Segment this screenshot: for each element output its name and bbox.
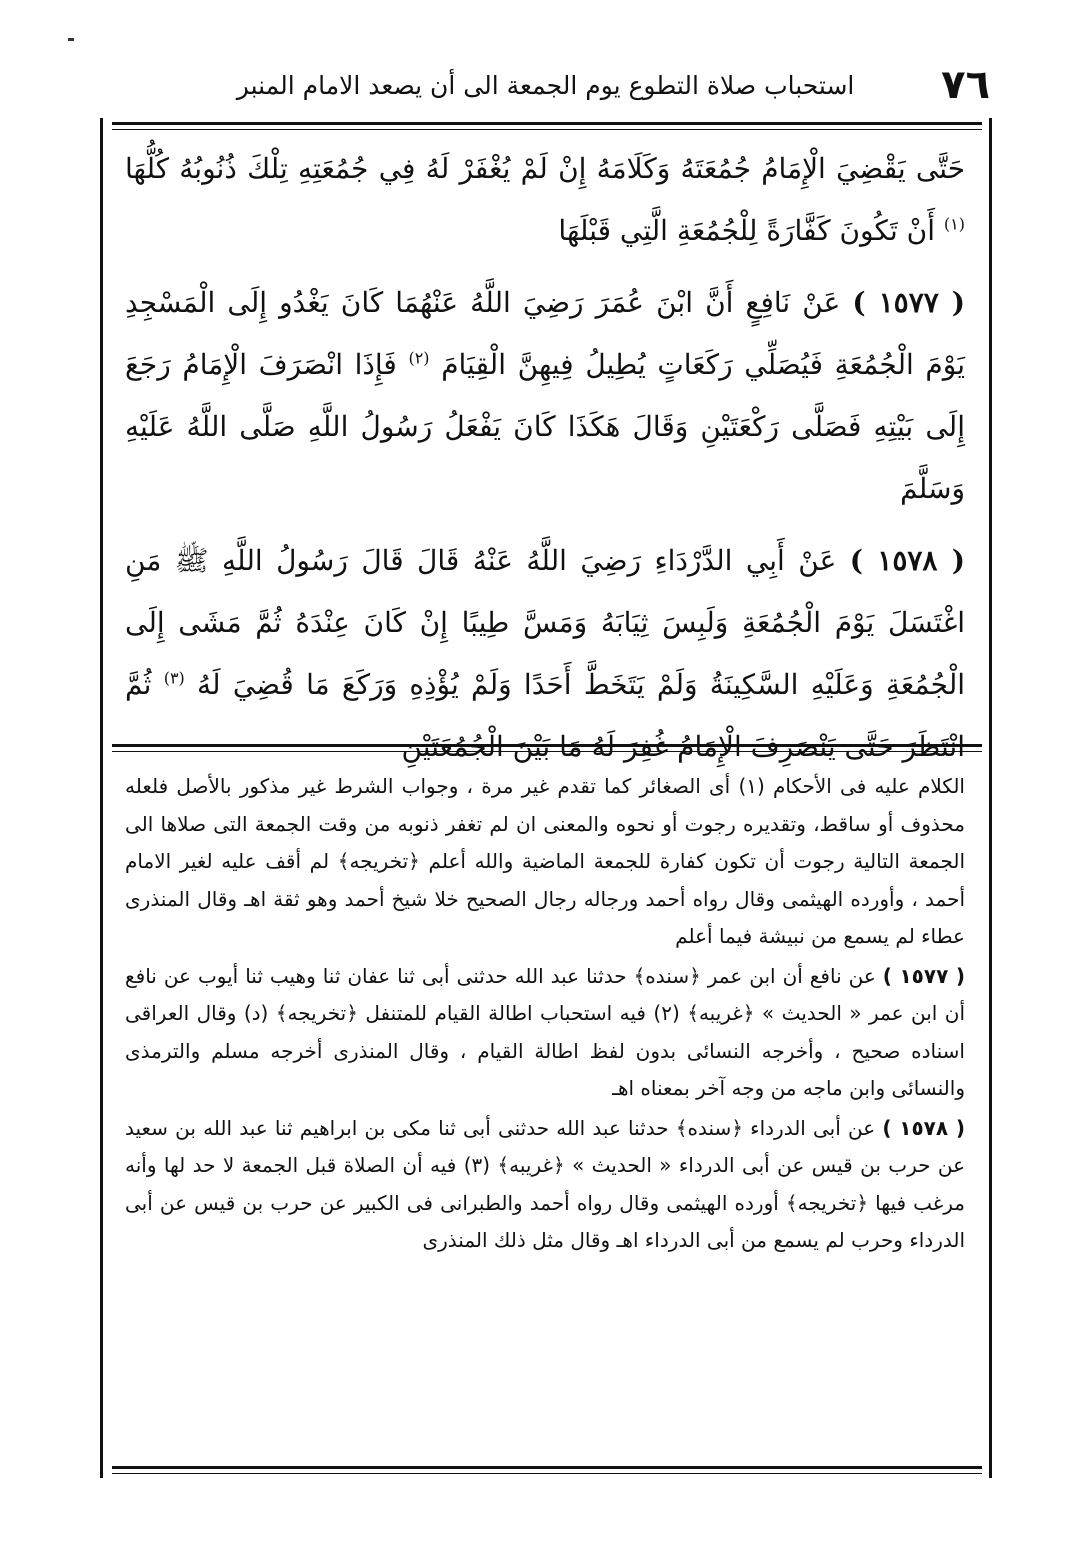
footnote-1 <box>125 768 965 956</box>
hadith-number: ( ١٥٧٨ ) <box>849 544 966 577</box>
footnote-1577 <box>125 958 965 1108</box>
main-paragraph-1 <box>125 138 965 262</box>
footnote-text: عن نافع أن ابن عمر ﴿سنده﴾ حدثنا عبد الله حدثنى أبى ثنا عفان ثنا وهيب ثنا أيوب عن نافع أن ابن عمر « الحديث » ﴿غريبه﴾ (٢) فيه استحباب اطالة القيام للمتنفل ﴿تخريجه﴾ (د) وقال العراقى اسناده صحيح ، وأخرجه النسائى بدون لفظ اطالة القيام ، وقال المنذرى أخرجه مسلم والترمذى والنسائى وابن ماجه من وجه آخر بمعناه اهـ <box>125 963 965 1100</box>
footnote-hadith-number: ( ١٥٧٨ ) <box>882 1115 965 1140</box>
scan-mark <box>68 38 74 41</box>
footnote-text: عن أبى الدرداء ﴿سنده﴾ حدثنا عبد الله حدثنى أبى ثنا مكى بن ابراهيم ثنا عبد الله بن سعيد عن حرب بن قيس عن أبى الدرداء « الحديث » ﴿غريبه﴾ (٣) فيه أن الصلاة قبل الجمعة لا حد لها وأنه مرغب فيها ﴿تخريجه﴾ أورده الهيثمى وقال رواه أحمد والطبرانى فى الكبير عن حرب بن قيس عن أبى الدرداء وحرب لم يسمع من أبى الدرداء اهـ وقال مثل ذلك المنذرى <box>125 1115 966 1252</box>
footnote-ref-3: (٣) <box>163 668 185 688</box>
hadith-number: ( ١٥٧٧ ) <box>852 286 966 319</box>
top-rule <box>112 122 982 130</box>
hadith-1577 <box>125 272 965 520</box>
page-header <box>190 60 990 110</box>
page-number: ٧٦ <box>941 62 990 108</box>
hadith-1578 <box>125 530 965 778</box>
footnote-text: الكلام عليه فى الأحكام (١) أى الصغائر كما تقدم غير مرة ، وجواب الشرط غير مذكور بالأصل فلعله محذوف أو ساقط، وتقديره رجوت أو نحوه والمعنى ان لم تغفر ذنوبه من وقت الجمعة التى صلاها الى الجمعة التالية رجوت أن تكون كفارة للجمعة الماضية والله أعلم ﴿تخريجه﴾ <box>125 774 966 873</box>
hadith-text: ثُمَّ انْتَظَرَ حَتَّى يَنْصَرِفَ الْإِمَامُ غُفِرَ لَهُ مَا بَيْنَ الْجُمُعَتَيْنِ <box>125 668 965 763</box>
main-text <box>125 138 966 763</box>
main-text-line: حَتَّى يَقْضِيَ الْإِمَامُ جُمُعَتَهُ وَكَلَامَهُ إِنْ لَمْ يُغْفَرْ لَهُ فِي جُمُعَتِهِ تِلْكَ ذُنُوبُهُ كُلُّهَا <box>125 152 965 185</box>
hadith-text: عَنْ نَافِعٍ أَنَّ ابْنَ عُمَرَ رَضِيَ اللَّهُ عَنْهُمَا كَانَ يَغْدُو إِلَى الْمَسْجِدِ يَوْمَ الْجُمُعَةِ فَيُصَلِّي رَكَعَاتٍ يُطِيلُ فِيهِنَّ الْقِيَامَ <box>125 286 965 381</box>
hadith-text: فَإِذَا انْصَرَفَ الْإِمَامُ رَجَعَ إِلَى بَيْتِهِ فَصَلَّى رَكْعَتَيْنِ وَقَالَ هَكَذَا كَانَ يَفْعَلُ رَسُولُ اللَّهِ صَلَّى اللَّهُ عَلَيْهِ وَسَلَّمَ <box>125 348 965 505</box>
footnote-ref-2: (٢) <box>408 348 430 368</box>
main-text-line: أَنْ تَكُونَ كَفَّارَةً لِلْجُمُعَةِ الَّتِي قَبْلَهَا <box>558 214 935 247</box>
footnote-1578 <box>125 1110 965 1260</box>
bottom-rule <box>112 1466 982 1474</box>
running-title: استحباب صلاة التطوع يوم الجمعة الى أن يصعد الامام المنبر <box>236 70 855 100</box>
footnotes <box>125 768 965 1458</box>
footnote-ref-1: (١) <box>943 214 965 234</box>
hadith-text: عَنْ أَبِي الدَّرْدَاءِ رَضِيَ اللَّهُ عَنْهُ قَالَ قَالَ رَسُولُ اللَّهِ ﷺ مَنِ اغْتَسَلَ يَوْمَ الْجُمُعَةِ وَلَبِسَ ثِيَابَهُ وَمَسَّ طِيبًا إِنْ كَانَ عِنْدَهُ ثُمَّ مَشَى إِلَى الْجُمُعَةِ وَعَلَيْهِ السَّكِينَةُ وَلَمْ يَتَخَطَّ أَحَدًا وَلَمْ يُؤْذِهِ وَرَكَعَ مَا قُضِيَ لَهُ <box>125 544 965 701</box>
footnote-text: لم أقف عليه لغير الامام أحمد ، وأورده الهيثمى وقال رواه أحمد ورجاله رجال الصحيح خلا شيخ أحمد وهو ثقة اهـ وقال المنذرى عطاء لم يسمع من نبيشة فيما أعلم <box>125 849 965 948</box>
footnote-hadith-number: ( ١٥٧٧ ) <box>882 963 965 988</box>
